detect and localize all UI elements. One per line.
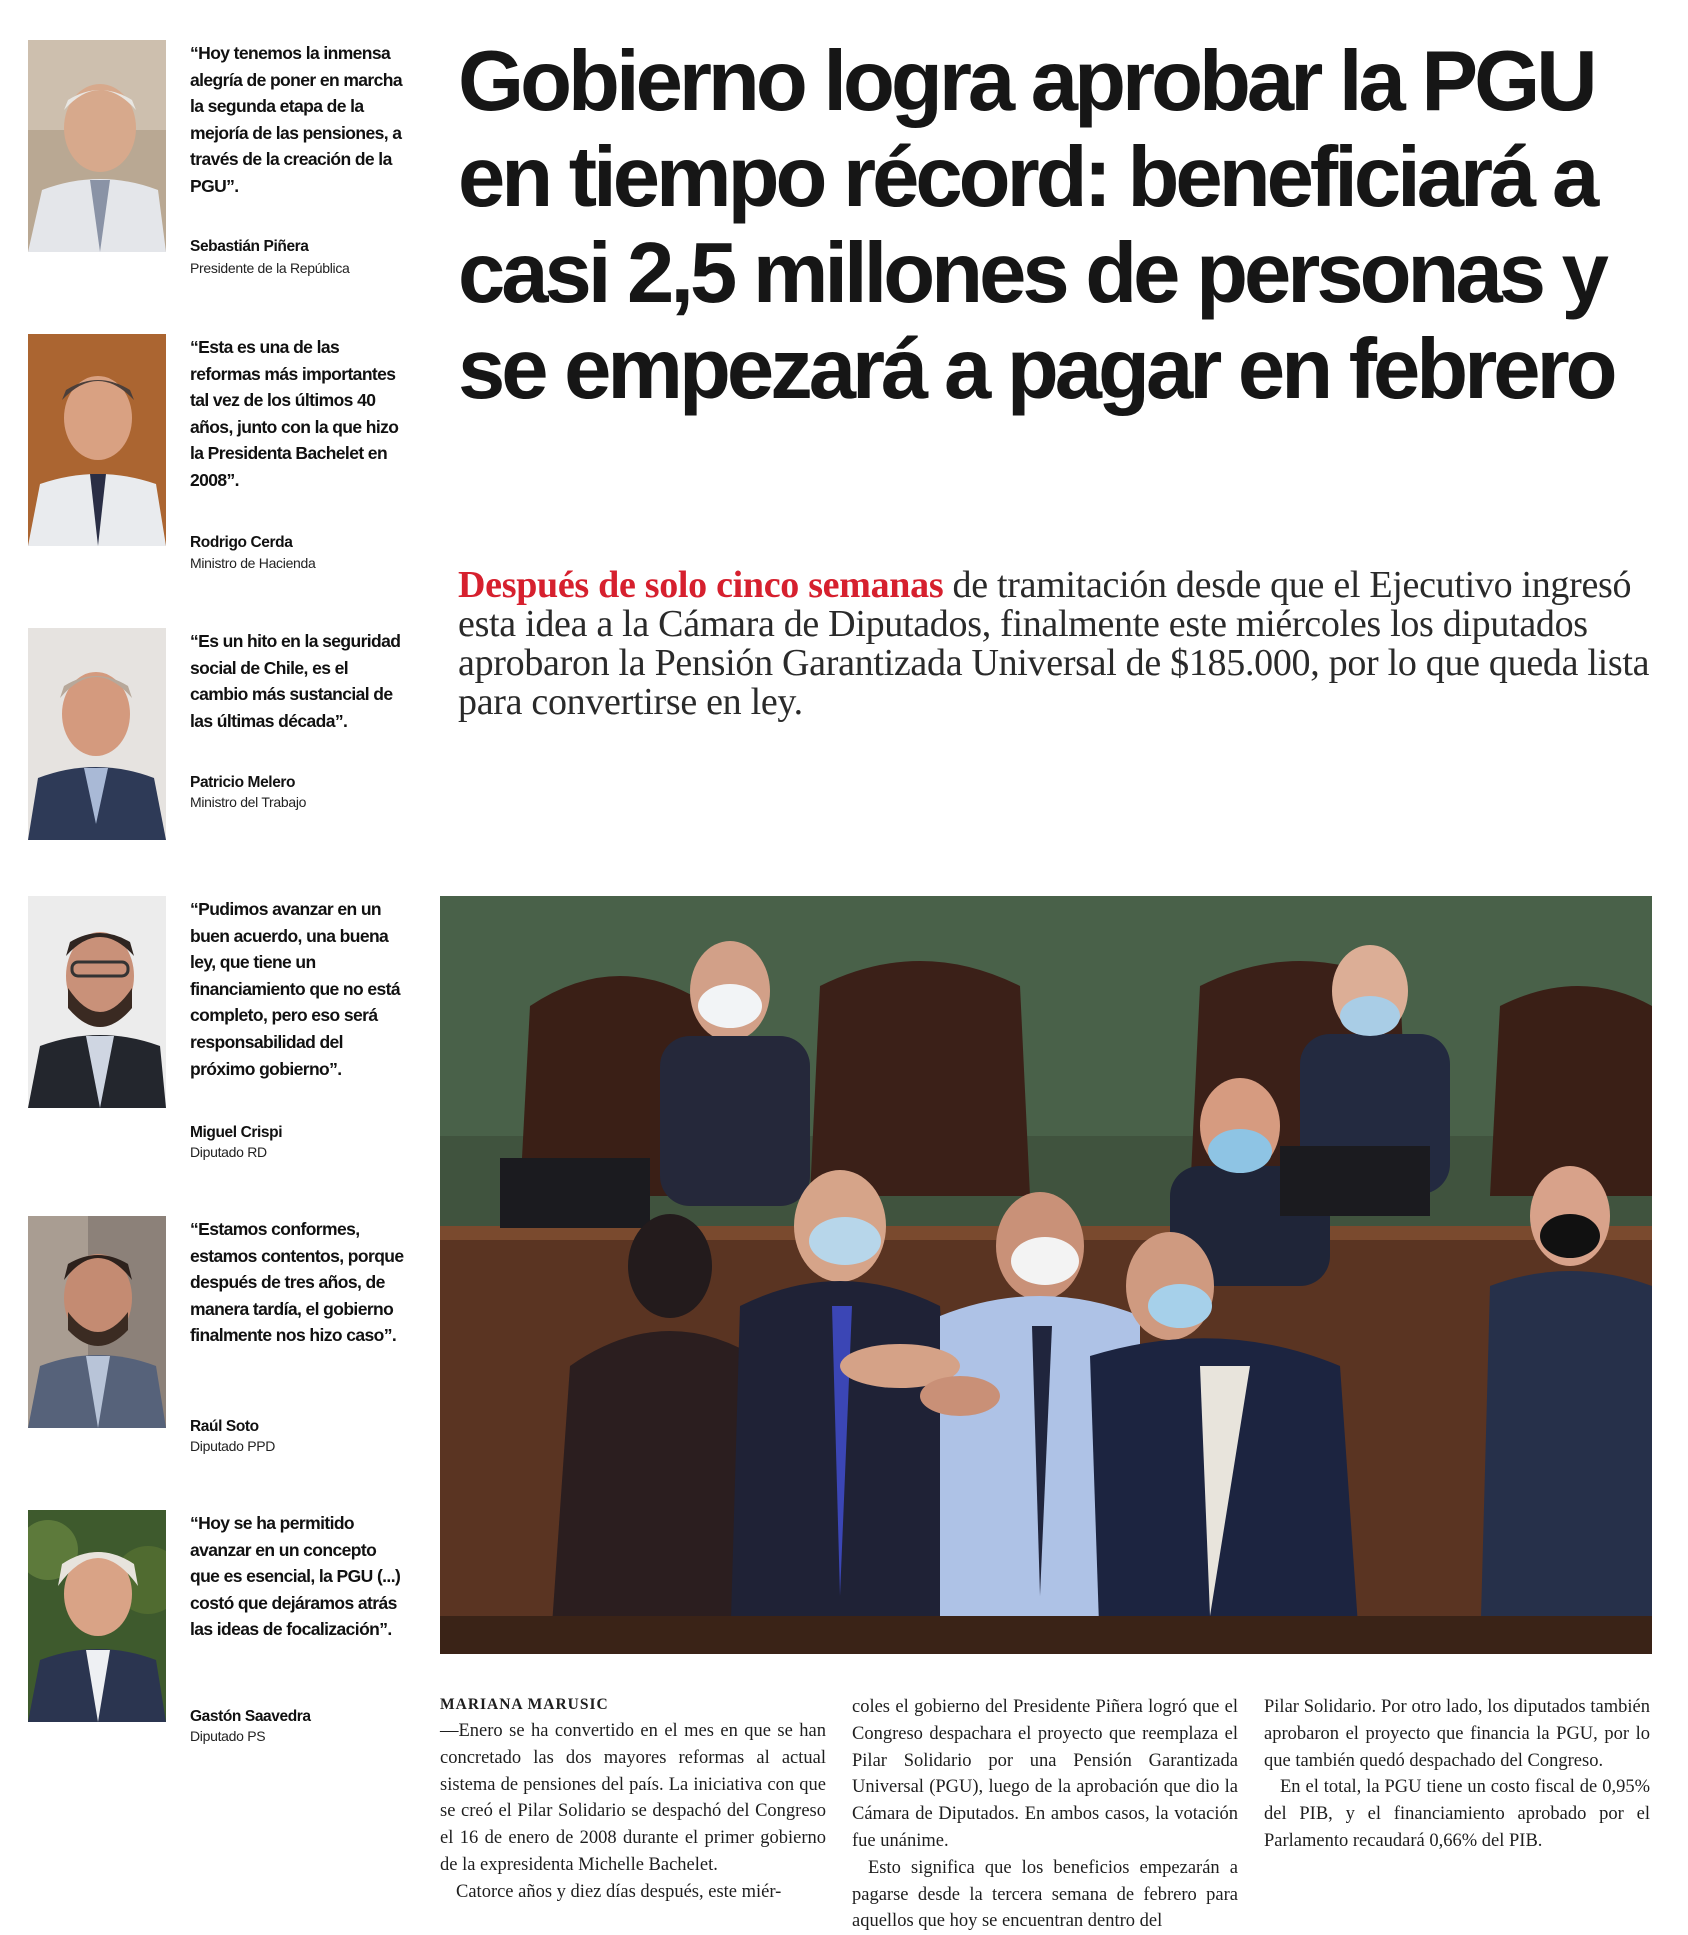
article-column-1 xyxy=(440,1692,826,1906)
article-lead xyxy=(458,566,1668,722)
quote-author-role: Diputado PS xyxy=(190,1728,266,1744)
lead-highlight: Después de solo cinco semanas xyxy=(458,564,944,606)
article-column-3 xyxy=(1264,1694,1650,1855)
article-headline: Gobierno logra aprobar la PGU en tiempo récord: beneficiará a casi 2,5 millones de personas y se empezará a pagar en febrero xyxy=(458,34,1614,417)
portrait-photo-saavedra xyxy=(28,1510,166,1722)
quote-text: “Pudimos avanzar en un buen acuerdo, una buena ley, que tiene un financiamiento que no está completo, pero eso será responsabilidad del próximo gobierno”. xyxy=(190,899,400,1079)
quote-author-role: Presidente de la República xyxy=(190,260,350,276)
main-photo xyxy=(440,896,1652,1654)
lead-text: de tramitación desde que el Ejecutivo ingresó esta idea a la Cámara de Diputados, finalmente este miércoles los diputados aprobaron la Pensión Garantizada Universal de $185.000, por lo que queda lista para convertirse en ley. xyxy=(458,564,1650,723)
portrait-photo-crispi xyxy=(28,896,166,1108)
quote-text: “Esta es una de las reformas más importantes tal vez de los últimos 40 años, junto con la que hizo la Presidenta Bachelet en 2008”. xyxy=(190,337,399,490)
paragraph: Pilar Solidario. Por otro lado, los diputados también aprobaron el proyecto que financia la PGU, por lo que también quedó despachado del Congreso. xyxy=(1264,1697,1650,1771)
quote-author: Patricio Melero xyxy=(190,774,296,791)
quote-author: Raúl Soto xyxy=(190,1418,259,1435)
paragraph: En el total, la PGU tiene un costo fiscal de 0,95% del PIB, y el financiamiento aprobado por el Parlamento recaudará 0,66% del PIB. xyxy=(1264,1777,1650,1851)
paragraph: coles el gobierno del Presidente Piñera logró que el Congreso despachara el proyecto que reemplaza el Pilar Solidario por una Pensión Garantizada Universal (PGU), luego de la aprobación que dio la Cámara de Diputados. En ambos casos, la votación fue unánime. xyxy=(852,1697,1238,1851)
quote-author: Sebastián Piñera xyxy=(190,238,309,255)
quote-text: “Estamos conformes, estamos contentos, porque después de tres años, de manera tardía, el gobierno finalmente nos hizo caso”. xyxy=(190,1219,404,1346)
quote-text: “Hoy tenemos la inmensa alegría de poner en marcha la segunda etapa de la mejoría de las pensiones, a través de la creación de la PGU”. xyxy=(190,43,402,196)
quote-author: Rodrigo Cerda xyxy=(190,534,293,551)
portrait-photo-pinera xyxy=(28,40,166,252)
portrait-photo-melero xyxy=(28,628,166,840)
quote-author-role: Ministro del Trabajo xyxy=(190,794,307,810)
article-column-2 xyxy=(852,1694,1238,1935)
quote-author: Gastón Saavedra xyxy=(190,1708,311,1725)
portrait-photo-cerda xyxy=(28,334,166,546)
paragraph: —Enero se ha convertido en el mes en que se han concretado las dos mayores reformas al actual sistema de pensiones del país. La iniciativa con que se creó el Pilar Solidario se despachó del Congreso el 16 de enero de 2008 durante el primer gobierno de la expresidenta Michelle Bachelet. xyxy=(440,1721,826,1875)
byline: MARIANA MARUSIC xyxy=(440,1696,609,1713)
portrait-photo-soto xyxy=(28,1216,166,1428)
quote-author-role: Diputado PPD xyxy=(190,1438,276,1454)
quote-text: “Es un hito en la seguridad social de Chile, es el cambio más sustancial de las últimas década”. xyxy=(190,631,401,731)
paragraph: Esto significa que los beneficios empezarán a pagarse desde la tercera semana de febrero para aquellos que hoy se encuentran dentro del xyxy=(852,1857,1238,1932)
quote-author: Miguel Crispi xyxy=(190,1124,283,1141)
quote-text: “Hoy se ha permitido avanzar en un concepto que es esencial, la PGU (...) costó que dejáramos atrás las ideas de focalización”. xyxy=(190,1513,401,1640)
quote-author-role: Ministro de Hacienda xyxy=(190,555,316,571)
quote-author-role: Diputado RD xyxy=(190,1144,267,1160)
paragraph: Catorce años y diez días después, este miér- xyxy=(456,1881,782,1902)
